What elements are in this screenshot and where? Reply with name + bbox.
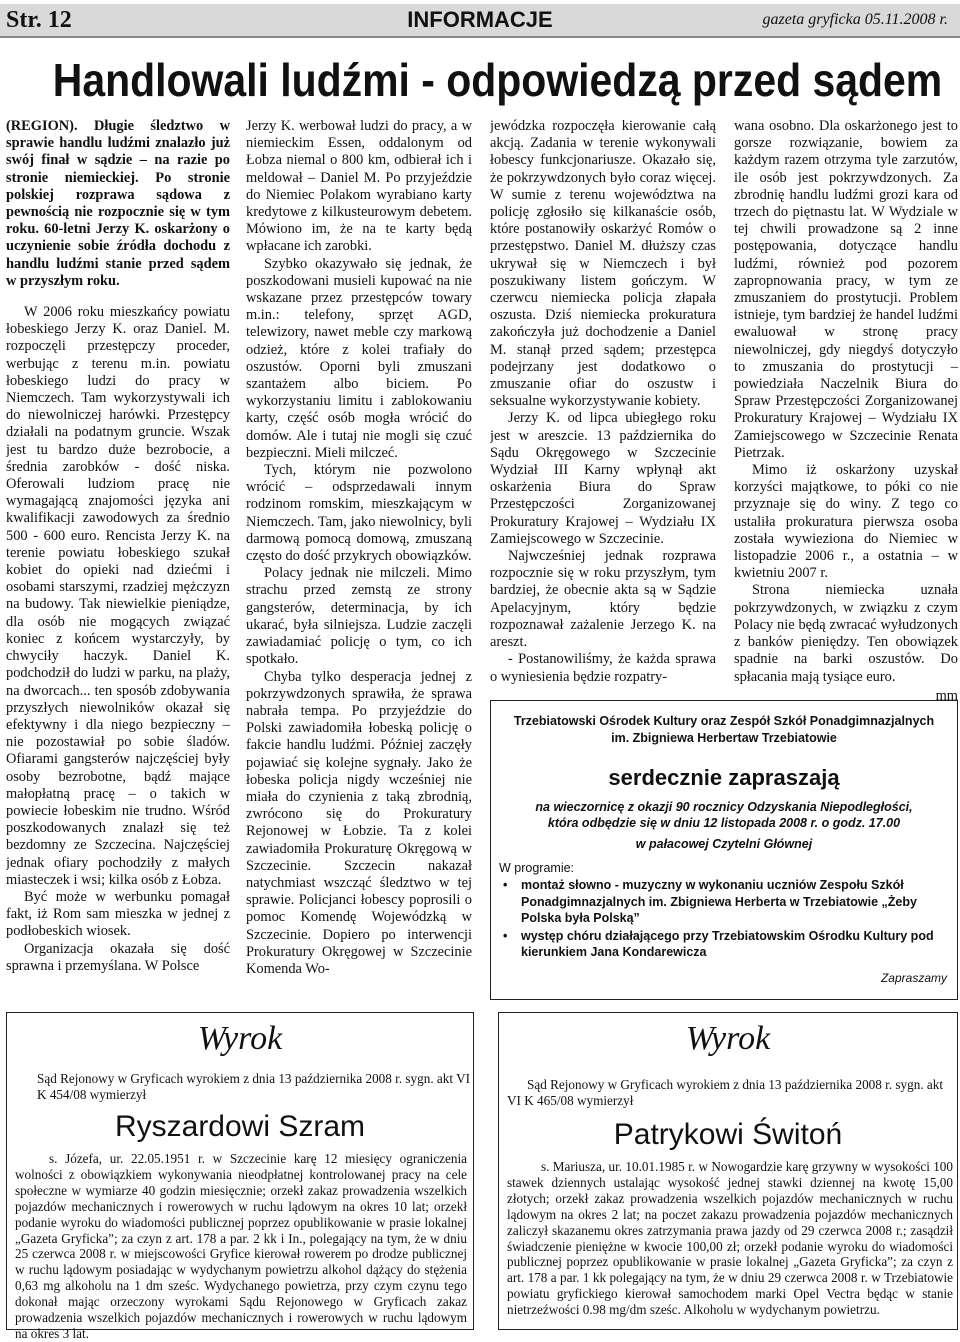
verdict-title: Wyrok: [685, 1020, 771, 1057]
article-paragraph: Być może w werbunku pomagał fakt, iż Rom sam mieszka w jednej z podłobeskich wiosek.: [6, 888, 230, 940]
verdict-court: Sąd Rejonowy w Gryficach wyrokiem z dnia 13 października 2008 r. sygn. akt VI K 465/08 wymierzył: [507, 1077, 944, 1108]
announcement-invite: serdecznie zapraszają: [608, 765, 840, 790]
article-paragraph: Szybko okazywało się jednak, że poszkodowani musieli kupować na nie wskazane przez przestępców towary m.in.: telefony, sprzęt AGD, telewizory, nawet meble czy markową odzież, które z kolei trafiały do oszustów. Oporni byli zmuszani szantażem albo biciem. Po wykorzystaniu limitu i zablokowaniu karty, część osób mogła wrócić do domów. Ale i tutaj nie mogli się czuć bezpieczni. Mieli milczeć.: [246, 255, 472, 461]
article-paragraph: Jerzy K. od lipca ubiegłego roku jest w areszcie. 13 października do Sądu Okręgowego w Szczecinie Wydział III Karny wpłynął akt oskarżenia Biura do Spraw Przestępczości Zorganizowanej Prokuratury Krajowej – Wydziału IX Zamiejscowego w Szczecinie.: [490, 410, 716, 547]
program-list: [497, 877, 937, 962]
article-paragraph: wana osobno. Dla oskarżonego jest to gorsze rozwiązanie, bowiem za każdym razem otrzyma tyle zarzutów, ile osób jest pokrzywdzonych. Za zbrodnię handlu ludźmi grozi kara od trzech do piętnastu lat. W Wydziale w tej chwili prowadzone są 2 inne postępowania, dotyczące handlu ludźmi, również pod pozorem zapropnowania pracy, w tym ze zmuszaniem do prostytucji. Problem istnieje, tym bardziej że handel ludźmi ewaluował w stronę pracy niewolniczej, gdy niegdyś dotyczyło to zmuszania do prostytucji – powiedziała Naczelnik Biura do Spraw Przestępczości Zorganizowanej Prokuratury Krajowej – Wydziału IX Zamiejscowego w Szczecinie Renata Pietrzak.: [734, 118, 958, 461]
article-paragraph: Polacy jednak nie milczeli. Mimo strachu przed zemstą ze strony gangsterów, determinacja, by ich ukarać, była silniejsza. Ludzie zaczęli zawiadamiać policję o tym, co ich spotkało.: [246, 565, 472, 668]
verdict-text: s. Józefa, ur. 22.05.1951 r. w Szczecinie karę 12 miesięcy ograniczenia wolności z obowiązkiem wykonywania nieodpłatnej kontrolowanej pracy na cele społeczne w wymiarze 40 godzin miesięcznie; orzekł zakaz prowadzenia wszelkich pojazdów mechanicznych i rowerowych w ruchu lądowym na okres 10 lat; orzekł podanie wyroku do wiadomości publicznej poprzez opublikowanie w prasie lokalnej „Gazeta Gryficka”; za czyn z art. 178 a par. 2 kk i In., polegający na tym, że w dniu 25 czerwca 2008 r. w miejscowości Gryfice kierował rowerem po drodze publicznej w ruchu lądowym posiadając w wydychanym powietrzu alkohol dążący do stężenia 0,63 mg alkoholu na 1 dm sześc. Wydychanego powietrza, przy czym czynu tego dokonał mając orzeczony wyrokami Sądu Rejonowego w Gryficach zakaz prowadzenia wszelkich pojazdów mechanicznych i rowerowych w ruchu lądowym na okres 3 lat.: [15, 1151, 467, 1341]
program-item: • występ chóru działającego przy Trzebiatowskim Ośrodku Kultury pod kierunkiem Jana Kondarewicza: [497, 928, 937, 961]
article-paragraph: Najwcześniej jednak rozprawa rozpocznie się w roku przyszłym, tym bardziej, że obecnie akta są w Sądzie Apelacyjnym, który będzie rozpoznawał zażalenie Jerzego K. na areszt.: [490, 548, 716, 651]
verdict-body: [15, 1151, 467, 1342]
verdict-title: Wyrok: [197, 1020, 283, 1057]
article-paragraph: Mimo iż oskarżony uzyskał korzyści majątkowe, to póki co nie przyznaje się do winy. Z tego co ustaliła prokuratura pierwsza osoba została wywieziona do Niemiec w listopadzie 2006 r., a ostatnia – w kwietniu 2007 r.: [734, 462, 958, 582]
organizer-line: Trzebiatowski Ośrodek Kultury oraz Zespół Szkół Ponadgimnazjalnych: [513, 714, 935, 728]
announcement-occasion: [511, 799, 937, 831]
article-column-2: [246, 118, 472, 1000]
verdict-convict-name: Patrykowi Świtoń: [613, 1118, 843, 1151]
issue-date: gazeta gryficka 05.11.2008 r.: [762, 11, 948, 28]
section-title: INFORMACJE: [407, 7, 553, 32]
article-headline: Handlowali ludźmi - odpowiedzą przed sądem: [52, 54, 943, 106]
program-item: • montaż słowno - muzyczny w wykonaniu uczniów Zespołu Szkół Ponadgimnazjalnych im. Zbigniewa Herberta w Trzebiatowie „Żeby Polska była Polską”: [497, 877, 937, 927]
announcement-closing: Zapraszamy: [880, 971, 947, 985]
article-column-1: [6, 118, 230, 1000]
article-paragraph: Organizacja okazała się dość sprawna i przemyślana. W Polsce: [6, 940, 230, 974]
article-paragraph: W 2006 roku mieszkańcy powiatu łobeskiego Jerzy K. oraz Daniel. M. rozpoczęli przestępczy proceder, werbując z terenu m.in. powiatu łobeskiego ludzi do pracy w Niemczech. Tam wykorzystywali ich do niewolniczej harówki. Przestępcy działali na podatnym gruncie. Wszak jest tu bardzo duże bezrobocie, a średnia zarobków - dość niska. Oferowali ludziom pracę nie wymagającą znajomości języka ani kwalifikacji zawodowych za średnio 500 - 600 euro. Rencista Jerzy K. na terenie powiatu łobeskiego szukał kobiet do opieki nad dziećmi i osobami starszymi, rzadziej mężczyzn na budowy. Tak niewielkie pieniądze, dla osób nie mogących związać koniec z końcem wystarczyły, by chwyciły haczyk. Daniel K. podchodził do ludzi w parku, na plaży, na dworcach... ten sposób zdobywania przyszłych niewolników okazał się efektywny i dla niego bezpieczny – nie pozostawiał po sobie śladów. Ofiarami gangsterów najczęściej były osoby bezrobotne, bądź mające małopłatną pracę – o takich w powiecie łobeskim nie trudno. Wśród poszkodowanych znalazł się też bezdomny ze Szczecina. Najczęściej jednak ofiary pochodziły z małych miasteczek i wsi; kilka osób z Łobza.: [6, 304, 230, 888]
occasion-line: na wieczornicę z okazji 90 rocznicy Odzyskania Niepodległości,: [535, 800, 913, 814]
article-column-4: [734, 118, 958, 704]
verdict-box-2: [498, 1012, 958, 1330]
verdict-text: s. Mariusza, ur. 10.01.1985 r. w Nowogardzie karę grzywny w wysokości 100 stawek dziennych ustalając wysokość jednej stawki dziennej na kwotę 15,00 złotych; orzekł zakaz prowadzenia wszelkich pojazdów mechanicznych w ruchu lądowym na okres 2 lat; na poczet zakazu prowadzenia pojazdów mechanicznych zaliczył skazanemu okres zatrzymania prawa jazdy od 29 czerwca 2008 r.; zasądził świadczenie pieniężne w kwocie 100,00 zł; orzekł podanie wyroku do wiadomości publicznej poprzez opublikowanie w prasie lokalnej „Gazeta Gryficka”; za czyn z art. 178 a par. 1 kk polegający na tym, że w dniu 29 czerwca 2008 r. w Trzebiatowie powiatu gryfickiego kierował samochodem marki Opel Vectra będąc w stanie nietrzeźwości 0.98 mg/dm sześc. Alkoholu w wydychanym powietrzu.: [507, 1159, 953, 1318]
announcement-organizers: [491, 713, 957, 747]
verdict-box-1: [6, 1012, 474, 1341]
program-label: W programie:: [499, 861, 575, 875]
page-header: [0, 4, 960, 38]
organizer-line: im. Zbigniewa Herbertaw Trzebiatowie: [611, 731, 837, 745]
article-column-3: [490, 118, 716, 698]
article-paragraph: Tych, którym nie pozwolono wrócić – odsprzedawali innym rodzinom romskim, mieszkającym w Niemczech. Tam, jako niewolnicy, byli darmową pomocą domową, zmuszaną często do dość przykrych obowiązków.: [246, 462, 472, 565]
author-signature: mm: [935, 687, 958, 704]
article-paragraph: Strona niemiecka uznała pokrzywdzonych, w związku z czym Polacy nie będą zwracać wyłudzonych z banków pieniędzy. Ten obowiązek spadnie na barki oszustów. Do spłacania mają tysiące euro.: [734, 582, 958, 685]
occasion-line: która odbędzie się w dniu 12 listopada 2008 r. o godz. 17.00: [547, 816, 901, 830]
article-paragraph: Chyba tylko desperacja jednej z pokrzywdzonych sprawiła, że sprawa nabrała tempa. Po przyjeździe do Polski zawiadomiła łobeską policję o fakcie handlu ludźmi. Później zaczęły pojawiać się kolejne sygnały. Jako że łobeska policja nigdy wcześniej nie miała do czynienia z taką zbrodnią, zwrócono się do Prokuratury Rejonowej w Łobzie. Ta z kolei zawiadomiła Prokuraturę Okręgową w Szczecinie. Szczecin nakazał natychmiast wszcząć śledztwo w tej sprawie. Policjanci łobescy poprosili o pomoc Komendę Wojewódzką w Szczecinie. Dopiero po interwencji Prokuratury Okręgowej w Szczecinie Komenda Wo-: [246, 668, 472, 977]
verdict-convict-name: Ryszardowi Szram: [114, 1110, 366, 1143]
verdict-court: Sąd Rejonowy w Gryficach wyrokiem z dnia 13 października 2008 r. sygn. akt VI K 454/08 wymierzył: [37, 1071, 471, 1102]
article-paragraph: jewódzka rozpoczęła kierowanie całą akcją. Zadania w terenie wykonywali łobescy funkcjonariusze. Okazało się, że pokrzywdzonych było coraz więcej. W sumie z terenu województwa na policję zgłosiło się kilkanaście osób, które postanowiły oskarżyć Romów o przestępstwo. Daniel M. dłuższy czas ukrywał się w Niemczech i był poszukiwany listem gończym. W czerwcu niemiecka policja złapała oszusta. Dziś niemiecka prokuratura zakończyła już dochodzenie a Daniel M. stanął przed sądem; przestępca podejrzany jest dodatkowo o zmuszanie ofiar do oszustw i seksualne wykorzystywanie kobiety.: [490, 118, 716, 410]
article-paragraph: Jerzy K. werbował ludzi do pracy, a w niemieckim Essen, oddalonym od Łobza niemal o 800 km, odbierał ich i meldował – Daniel M. Po przyjeździe do Niemiec Polakom wyrabiano karty kredytowe z kilkusteurowym debetem. Mówiono im, że na te karty będą wpłacane ich zarobki.: [246, 118, 472, 255]
article-lead: (REGION). Długie śledztwo w sprawie handlu ludźmi znalazło już swój finał w sądzie – na razie po stronie niemieckiej. Po stronie polskiej rozprawa sądowa z pewnością nie rozpocznie się w tym roku. 60-letni Jerzy K. oskarżony o uczynienie sobie źródła dochodu z handlu ludźmi stanie przed sądem w przyszłym roku.: [6, 118, 230, 289]
verdict-body: [507, 1159, 953, 1318]
event-announcement: [490, 700, 958, 1000]
page-number: Str. 12: [6, 7, 72, 33]
announcement-venue: w pałacowej Czytelni Głównej: [635, 837, 813, 851]
article-paragraph: - Postanowiliśmy, że każda sprawa o wyniesienia będzie rozpatry-: [490, 651, 716, 685]
